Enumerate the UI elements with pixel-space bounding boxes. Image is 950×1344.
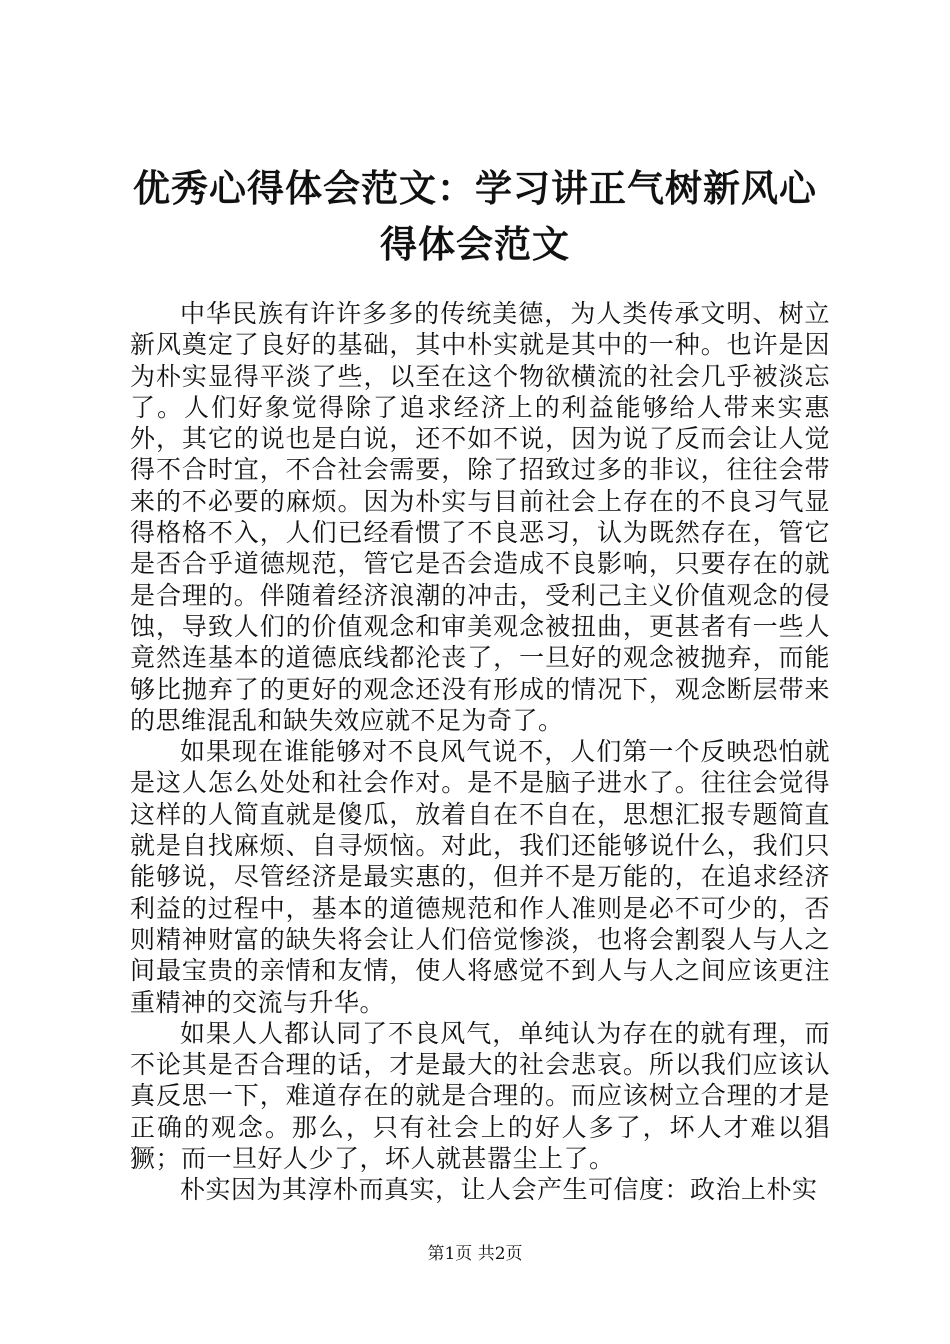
paragraph-1: 中华民族有许许多多的传统美德，为人类传承文明、树立新风奠定了良好的基础，其中朴实就是其中的一种。也许是因为朴实显得平淡了些，以至在这个物欲横流的社会几乎被淡忘了。人们好象觉得除了追求经济上的利益能够给人带来实惠外，其它的说也是白说，还不如不说，因为说了反而会让人觉得不合时宜，不合社会需要，除了招致过多的非议，往往会带来的不必要的麻烦。因为朴实与目前社会上存在的不良习气显得格格不入，人们已经看惯了不良恶习，认为既然存在，管它是否合乎道德规范，管它是否会造成不良影响，只要存在的就是合理的。伴随着经济浪潮的冲击，受利己主义价值观念的侵蚀，导致人们的价值观念和审美观念被扭曲，更甚者有一些人竟然连基本的道德底线都沦丧了，一旦好的观念被抛弃，而能够比抛弃了的更好的观念还没有形成的情况下，观念断层带来的思维混乱和缺失效应就不足为奇了。	[130, 299, 830, 735]
paragraph-3: 如果人人都认同了不良风气，单纯认为存在的就有理，而不论其是否合理的话，才是最大的社会悲哀。所以我们应该认真反思一下，难道存在的就是合理的。而应该树立合理的才是正确的观念。那么，只有社会上的好人多了，坏人才难以猖獗；而一旦好人少了，坏人就甚嚣尘上了。	[130, 1018, 830, 1174]
paragraph-4: 朴实因为其淳朴而真实，让人会产生可信度：政治上朴实	[180, 1175, 818, 1205]
document-title: 优秀心得体会范文：学习讲正气树新风心得体会范文	[133, 166, 817, 266]
paragraph-2: 如果现在谁能够对不良风气说不，人们第一个反映恐怕就是这人怎么处处和社会作对。是不是脑子进水了。往往会觉得这样的人简直就是傻瓜，放着自在不自在，思想汇报专题简直就是自找麻烦、自寻烦恼。对此，我们还能够说什么，我们只能够说，尽管经济是最实惠的，但并不是万能的，在追求经济利益的过程中，基本的道德规范和作人准则是必不可少的，否则精神财富的缺失将会让人们倍觉惨淡，也将会割裂人与人之间最宝贵的亲情和友情，使人将感觉不到人与人之间应该更注重精神的交流与升华。	[130, 737, 830, 1017]
document-body	[130, 298, 830, 1206]
page-footer: 第1页 共2页	[427, 1244, 523, 1264]
